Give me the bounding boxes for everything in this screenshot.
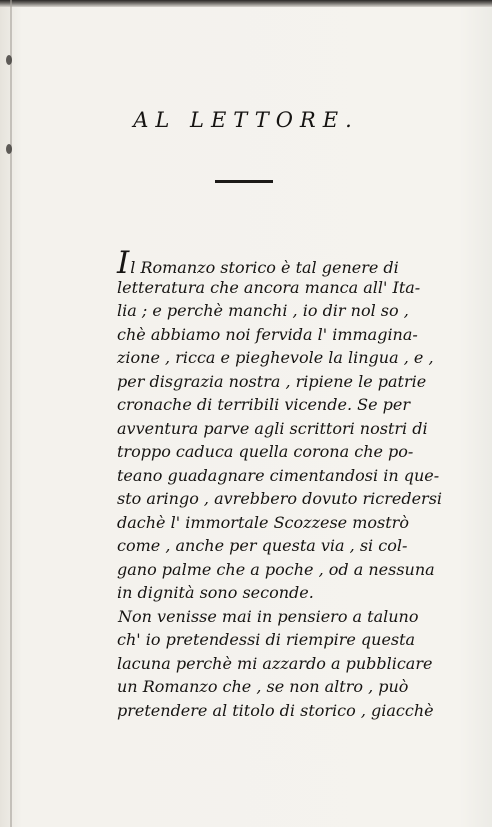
text-line: per disgrazia nostra , ripiene le patrie (117, 371, 427, 391)
binding-hole-mark (6, 144, 12, 154)
body-text (117, 245, 443, 722)
text-line: un Romanzo che , se non altro , può (117, 677, 409, 696)
text-line: cronache di terribili vicende. Se per (117, 395, 410, 414)
text-line: zione , ricca e pieghevole la lingua , e , (117, 348, 434, 367)
text-line: Il Romanzo storico è tal genere di (117, 245, 399, 281)
text-line: troppo caduca quella corona che po- (117, 442, 414, 461)
text-line: chè abbiamo noi fervida l' immagina- (117, 324, 418, 344)
page-top-edge (0, 0, 492, 7)
text-line: come , anche per questa via , si col- (117, 536, 408, 555)
text-line: sto aringo , avrebbero dovuto ricredersi (117, 489, 443, 508)
text-line: lia ; e perchè manchi , io dir nol so , (117, 301, 409, 320)
text-line: Non venisse mai in pensiero a taluno (118, 606, 419, 626)
chapter-heading: AL LETTORE. (133, 108, 359, 132)
text-line: teano guadagnare cimentandosi in que- (117, 465, 440, 485)
text-line: pretendere al titolo di storico , giacchè (117, 700, 434, 720)
text-line: ch' io pretendessi di riempire questa (117, 630, 416, 649)
text-line: in dignità sono seconde. (117, 583, 314, 602)
drop-cap: I (117, 245, 130, 281)
text-line: letteratura che ancora manca all' Ita- (117, 277, 421, 297)
text-line: gano palme che a poche , od a nessuna (117, 559, 435, 579)
heading-rule (215, 180, 273, 183)
text-line: dachè l' immortale Scozzese mostrò (117, 512, 409, 532)
text-line: lacuna perchè mi azzardo a pubblicare (117, 653, 433, 673)
text-line: avventura parve agli scrittori nostri di (117, 418, 428, 438)
binding-hole-mark (6, 55, 12, 65)
